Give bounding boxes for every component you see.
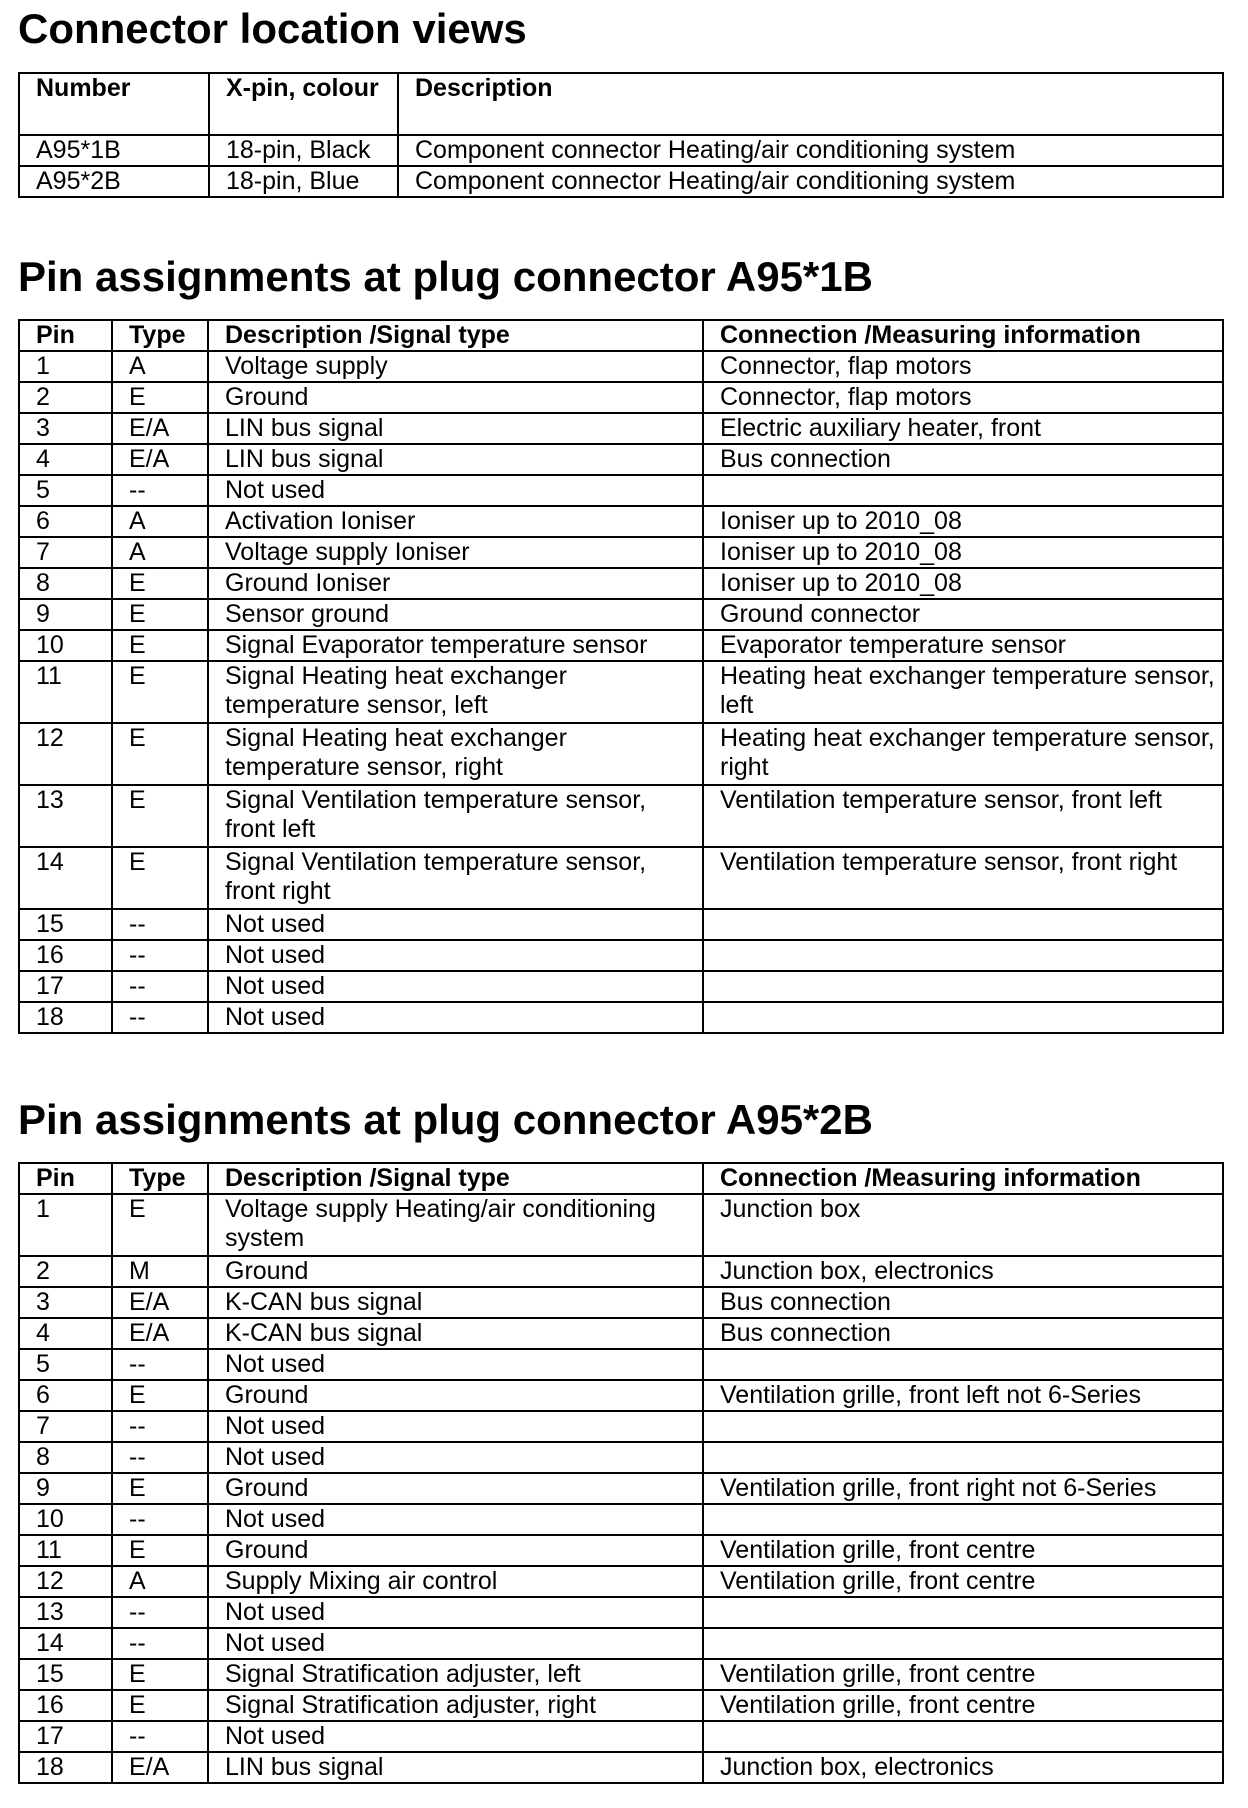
table-cell: Ground xyxy=(208,1256,703,1287)
table-cell: Ground connector xyxy=(703,599,1223,630)
table-cell: 10 xyxy=(19,630,112,661)
table-cell: Connector, flap motors xyxy=(703,351,1223,382)
table-cell: 18 xyxy=(19,1002,112,1033)
table-cell xyxy=(703,1504,1223,1535)
table-cell: E xyxy=(112,723,208,785)
table-cell: Not used xyxy=(208,475,703,506)
table-row xyxy=(19,1411,1223,1442)
table-cell: Activation Ioniser xyxy=(208,506,703,537)
table-row xyxy=(19,785,1223,847)
table-cell: Ground xyxy=(208,1380,703,1411)
table-cell: -- xyxy=(112,1721,208,1752)
table-cell: K-CAN bus signal xyxy=(208,1318,703,1349)
table-row xyxy=(19,940,1223,971)
table-row xyxy=(19,1597,1223,1628)
table-cell: Signal Stratification adjuster, right xyxy=(208,1690,703,1721)
table-cell: 15 xyxy=(19,909,112,940)
table-row xyxy=(19,1194,1223,1256)
table-cell: Junction box xyxy=(703,1194,1223,1256)
column-header: Description /Signal type xyxy=(208,1163,703,1194)
table-cell: -- xyxy=(112,909,208,940)
table-cell: Voltage supply Ioniser xyxy=(208,537,703,568)
table-cell: -- xyxy=(112,940,208,971)
table-cell: Ventilation grille, front centre xyxy=(703,1659,1223,1690)
table-row xyxy=(19,506,1223,537)
table-cell: E xyxy=(112,1535,208,1566)
table-cell: 7 xyxy=(19,1411,112,1442)
table-row xyxy=(19,1504,1223,1535)
table-cell: A95*2B xyxy=(19,166,209,197)
table-cell: 12 xyxy=(19,723,112,785)
table-cell: 5 xyxy=(19,1349,112,1380)
table-cell: Heating heat exchanger temperature sensor, right xyxy=(703,723,1223,785)
table-cell: Connector, flap motors xyxy=(703,382,1223,413)
table-row xyxy=(19,1287,1223,1318)
table-cell: Signal Ventilation temperature sensor, front left xyxy=(208,785,703,847)
table-row xyxy=(19,661,1223,723)
table-cell: Ventilation grille, front right not 6-Series xyxy=(703,1473,1223,1504)
table-cell: Signal Ventilation temperature sensor, front right xyxy=(208,847,703,909)
table-cell: 7 xyxy=(19,537,112,568)
table-cell: 15 xyxy=(19,1659,112,1690)
connector-location-rows xyxy=(19,135,1223,197)
table-cell: Ventilation temperature sensor, front left xyxy=(703,785,1223,847)
table-cell: 1 xyxy=(19,1194,112,1256)
table-cell: Ventilation temperature sensor, front right xyxy=(703,847,1223,909)
table-cell: Not used xyxy=(208,1628,703,1659)
pins-1b-rows xyxy=(19,351,1223,1033)
pins-2b-table xyxy=(18,1162,1224,1784)
table-cell: Bus connection xyxy=(703,444,1223,475)
table-cell: E xyxy=(112,568,208,599)
table-cell: Evaporator temperature sensor xyxy=(703,630,1223,661)
table-row xyxy=(19,568,1223,599)
column-header: Connection /Measuring information xyxy=(703,1163,1223,1194)
table-cell: 9 xyxy=(19,599,112,630)
table-cell: 6 xyxy=(19,506,112,537)
table-cell: Supply Mixing air control xyxy=(208,1566,703,1597)
table-cell: Not used xyxy=(208,909,703,940)
table-cell: E xyxy=(112,1380,208,1411)
column-header: Description xyxy=(398,73,1223,135)
table-cell: E xyxy=(112,1473,208,1504)
table-cell: 2 xyxy=(19,1256,112,1287)
table-cell: Not used xyxy=(208,1349,703,1380)
table-cell xyxy=(703,940,1223,971)
table-cell: Ground xyxy=(208,1473,703,1504)
table-cell: LIN bus signal xyxy=(208,444,703,475)
table-cell: Not used xyxy=(208,1411,703,1442)
table-cell: 2 xyxy=(19,382,112,413)
table-cell: E xyxy=(112,847,208,909)
table-cell: M xyxy=(112,1256,208,1287)
table-cell: LIN bus signal xyxy=(208,413,703,444)
table-cell: Not used xyxy=(208,1597,703,1628)
table-cell: Ventilation grille, front left not 6-Series xyxy=(703,1380,1223,1411)
table-cell: A xyxy=(112,351,208,382)
table-cell xyxy=(703,1628,1223,1659)
table-cell: E xyxy=(112,785,208,847)
table-cell xyxy=(703,909,1223,940)
table-cell: Bus connection xyxy=(703,1287,1223,1318)
table-row xyxy=(19,847,1223,909)
column-header: Type xyxy=(112,320,208,351)
table-cell: A xyxy=(112,537,208,568)
table-row xyxy=(19,166,1223,197)
table-cell: 13 xyxy=(19,785,112,847)
table-cell: -- xyxy=(112,1504,208,1535)
column-header: Type xyxy=(112,1163,208,1194)
table-cell: Electric auxiliary heater, front xyxy=(703,413,1223,444)
table-cell: E/A xyxy=(112,1287,208,1318)
table-cell: E xyxy=(112,1690,208,1721)
table-cell: 18-pin, Black xyxy=(209,135,398,166)
table-cell: E xyxy=(112,1659,208,1690)
table-row xyxy=(19,351,1223,382)
table-cell: K-CAN bus signal xyxy=(208,1287,703,1318)
table-cell: -- xyxy=(112,1349,208,1380)
table-row xyxy=(19,1256,1223,1287)
table-cell: 11 xyxy=(19,1535,112,1566)
table-cell: 13 xyxy=(19,1597,112,1628)
table-cell xyxy=(703,1721,1223,1752)
table-cell: E xyxy=(112,1194,208,1256)
table-cell: E xyxy=(112,630,208,661)
table-cell: Not used xyxy=(208,1442,703,1473)
table-header-row xyxy=(19,1163,1223,1194)
table-cell: LIN bus signal xyxy=(208,1752,703,1783)
table-row xyxy=(19,1535,1223,1566)
table-row xyxy=(19,382,1223,413)
table-cell: Heating heat exchanger temperature sensor, left xyxy=(703,661,1223,723)
column-header: X-pin, colour xyxy=(209,73,398,135)
table-cell: Voltage supply Heating/air conditioning system xyxy=(208,1194,703,1256)
table-cell: 8 xyxy=(19,568,112,599)
table-cell: -- xyxy=(112,971,208,1002)
table-cell: Ventilation grille, front centre xyxy=(703,1566,1223,1597)
table-cell: 16 xyxy=(19,940,112,971)
table-cell: Bus connection xyxy=(703,1318,1223,1349)
table-cell: Component connector Heating/air conditioning system xyxy=(398,166,1223,197)
table-cell: Voltage supply xyxy=(208,351,703,382)
table-row xyxy=(19,1380,1223,1411)
table-row xyxy=(19,1442,1223,1473)
table-cell: -- xyxy=(112,475,208,506)
table-cell: Not used xyxy=(208,1002,703,1033)
table-cell: 12 xyxy=(19,1566,112,1597)
table-row xyxy=(19,1349,1223,1380)
table-cell: A95*1B xyxy=(19,135,209,166)
table-cell: E/A xyxy=(112,413,208,444)
table-header-row xyxy=(19,73,1223,135)
table-cell: E/A xyxy=(112,444,208,475)
table-row xyxy=(19,1002,1223,1033)
table-cell: -- xyxy=(112,1442,208,1473)
table-cell: -- xyxy=(112,1597,208,1628)
connector-location-table xyxy=(18,72,1224,198)
table-row xyxy=(19,413,1223,444)
table-row xyxy=(19,723,1223,785)
table-cell: 18-pin, Blue xyxy=(209,166,398,197)
table-cell xyxy=(703,1411,1223,1442)
table-cell: 17 xyxy=(19,1721,112,1752)
table-cell: Junction box, electronics xyxy=(703,1256,1223,1287)
table-cell xyxy=(703,475,1223,506)
table-cell: Not used xyxy=(208,1504,703,1535)
table-cell: Ground Ioniser xyxy=(208,568,703,599)
table-cell: Sensor ground xyxy=(208,599,703,630)
table-cell: Not used xyxy=(208,971,703,1002)
table-cell: Junction box, electronics xyxy=(703,1752,1223,1783)
table-cell: E xyxy=(112,661,208,723)
table-row xyxy=(19,537,1223,568)
table-cell: -- xyxy=(112,1628,208,1659)
table-cell xyxy=(703,1349,1223,1380)
table-row xyxy=(19,971,1223,1002)
table-cell: 10 xyxy=(19,1504,112,1535)
table-cell: Signal Stratification adjuster, left xyxy=(208,1659,703,1690)
table-cell: 16 xyxy=(19,1690,112,1721)
table-row xyxy=(19,630,1223,661)
table-cell: Ioniser up to 2010_08 xyxy=(703,537,1223,568)
pins-2b-title: Pin assignments at plug connector A95*2B xyxy=(18,1096,873,1143)
table-row xyxy=(19,1566,1223,1597)
table-cell: 9 xyxy=(19,1473,112,1504)
table-row xyxy=(19,1752,1223,1783)
table-cell: 14 xyxy=(19,1628,112,1659)
table-cell: Signal Evaporator temperature sensor xyxy=(208,630,703,661)
table-cell: A xyxy=(112,1566,208,1597)
table-cell: Ground xyxy=(208,1535,703,1566)
table-cell: E/A xyxy=(112,1318,208,1349)
table-cell: 4 xyxy=(19,1318,112,1349)
table-row xyxy=(19,1690,1223,1721)
column-header: Pin xyxy=(19,320,112,351)
table-row xyxy=(19,135,1223,166)
column-header: Pin xyxy=(19,1163,112,1194)
table-cell: 8 xyxy=(19,1442,112,1473)
table-cell: Not used xyxy=(208,940,703,971)
pins-2b-rows xyxy=(19,1194,1223,1783)
table-cell: -- xyxy=(112,1411,208,1442)
table-header-row xyxy=(19,320,1223,351)
table-cell: 3 xyxy=(19,1287,112,1318)
table-cell: 11 xyxy=(19,661,112,723)
table-cell: 1 xyxy=(19,351,112,382)
column-header: Description /Signal type xyxy=(208,320,703,351)
table-cell: 18 xyxy=(19,1752,112,1783)
table-cell: 5 xyxy=(19,475,112,506)
table-cell xyxy=(703,1002,1223,1033)
table-cell: -- xyxy=(112,1002,208,1033)
table-cell: 14 xyxy=(19,847,112,909)
table-cell: Ioniser up to 2010_08 xyxy=(703,568,1223,599)
table-cell: Not used xyxy=(208,1721,703,1752)
table-cell: Ioniser up to 2010_08 xyxy=(703,506,1223,537)
table-cell xyxy=(703,1597,1223,1628)
table-cell: 17 xyxy=(19,971,112,1002)
location-title: Connector location views xyxy=(18,5,527,52)
table-row xyxy=(19,1473,1223,1504)
table-cell: Component connector Heating/air conditioning system xyxy=(398,135,1223,166)
column-header: Number xyxy=(19,73,209,135)
table-cell: Signal Heating heat exchanger temperature sensor, left xyxy=(208,661,703,723)
table-cell: E xyxy=(112,382,208,413)
table-row xyxy=(19,1318,1223,1349)
table-cell: Ventilation grille, front centre xyxy=(703,1690,1223,1721)
table-cell: Signal Heating heat exchanger temperature sensor, right xyxy=(208,723,703,785)
table-row xyxy=(19,1659,1223,1690)
pins-1b-title: Pin assignments at plug connector A95*1B xyxy=(18,253,873,300)
table-row xyxy=(19,599,1223,630)
table-cell: Ventilation grille, front centre xyxy=(703,1535,1223,1566)
table-cell: E/A xyxy=(112,1752,208,1783)
column-header: Connection /Measuring information xyxy=(703,320,1223,351)
table-cell xyxy=(703,1442,1223,1473)
pins-1b-table xyxy=(18,319,1224,1034)
table-cell: A xyxy=(112,506,208,537)
table-row xyxy=(19,1628,1223,1659)
table-cell xyxy=(703,971,1223,1002)
table-cell: E xyxy=(112,599,208,630)
table-cell: 4 xyxy=(19,444,112,475)
table-cell: 3 xyxy=(19,413,112,444)
table-row xyxy=(19,444,1223,475)
table-cell: 6 xyxy=(19,1380,112,1411)
table-row xyxy=(19,909,1223,940)
table-cell: Ground xyxy=(208,382,703,413)
table-row xyxy=(19,1721,1223,1752)
table-row xyxy=(19,475,1223,506)
